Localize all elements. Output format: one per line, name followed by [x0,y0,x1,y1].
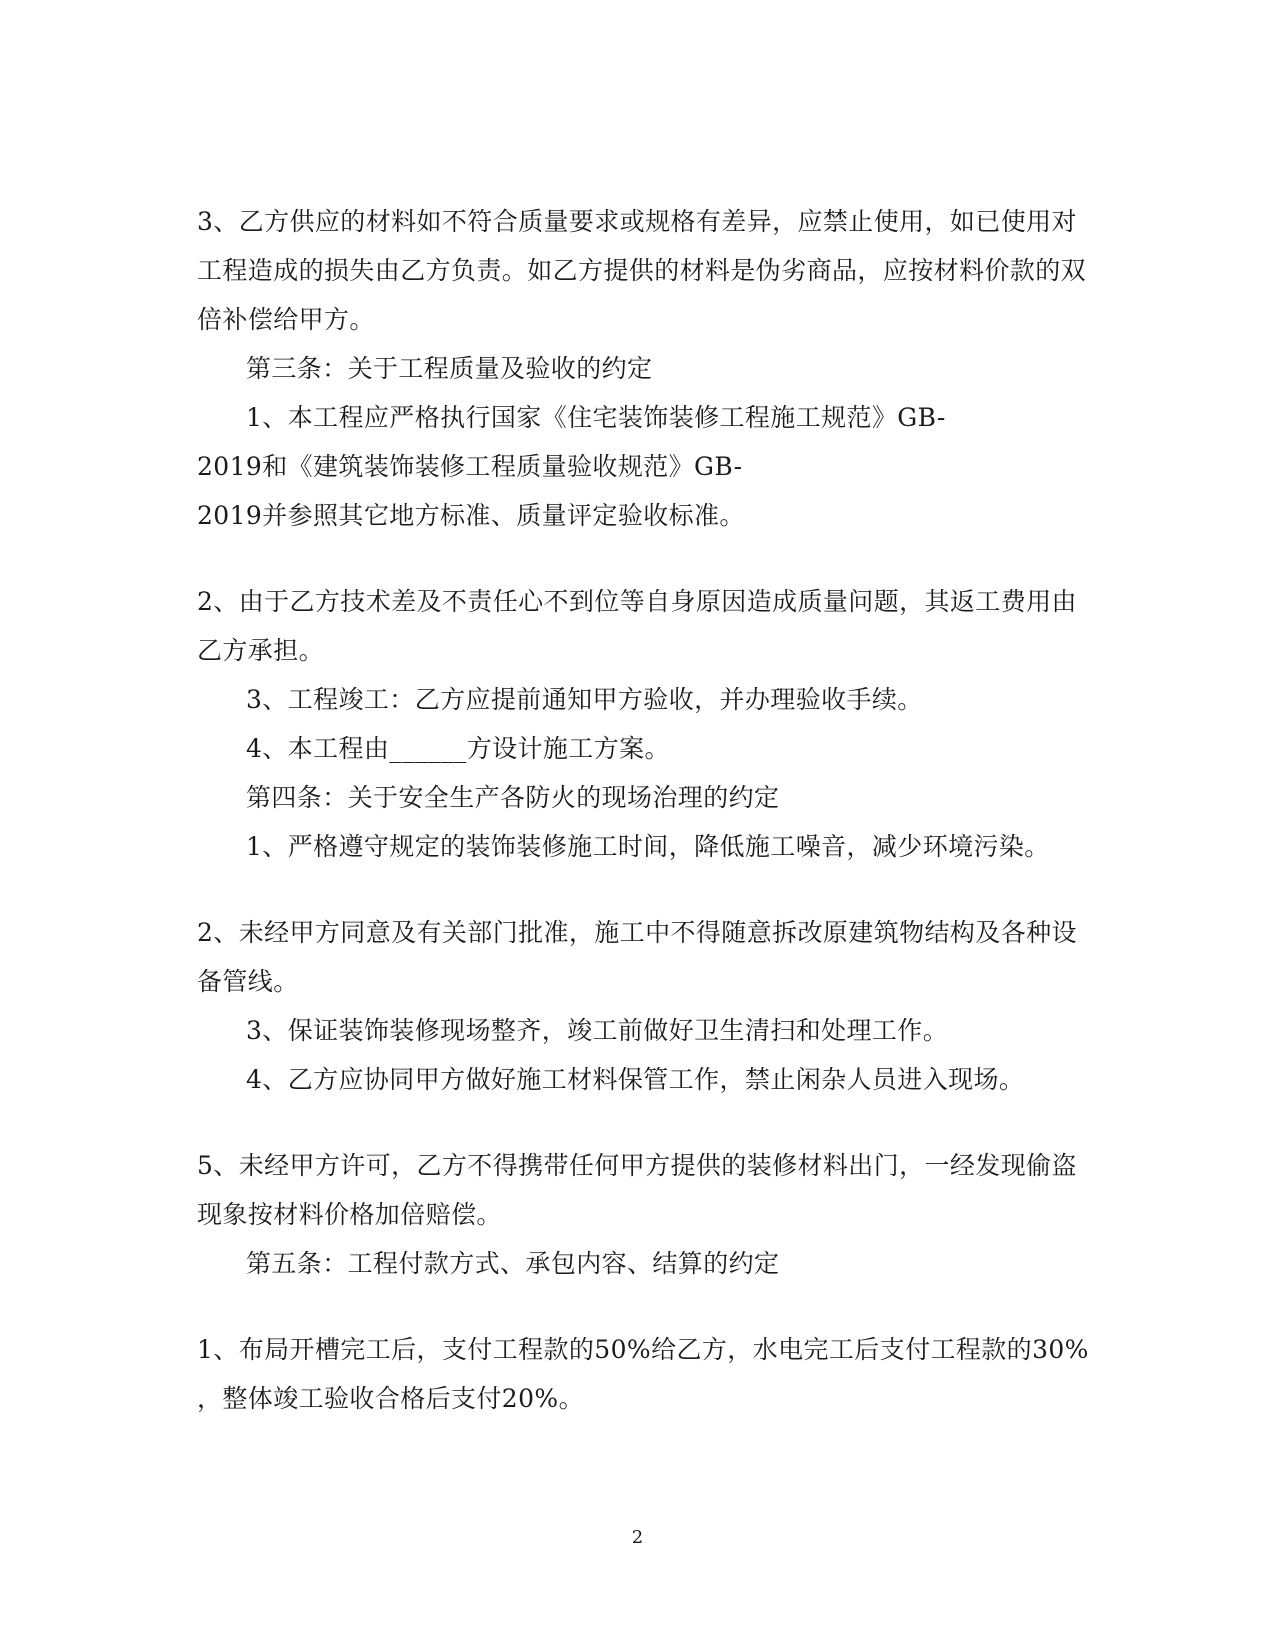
text-line: 工程造成的损失由乙方负责。如乙方提供的材料是伪劣商品，应按材料价款的双 [197,256,1087,285]
text-line: 4、乙方应协同甲方做好施工材料保管工作，禁止闲杂人员进入现场。 [246,1065,1025,1094]
text-line: 备管线。 [197,967,299,996]
page-number: 2 [631,1527,644,1548]
text-line: 2019并参照其它地方标准、质量评定验收标准。 [197,501,745,530]
section-heading: 第五条：工程付款方式、承包内容、结算的约定 [246,1249,780,1278]
text-line: 2、由于乙方技术差及不责任心不到位等自身原因造成质量问题，其返工费用由 [197,587,1077,616]
section-heading: 第四条：关于安全生产各防火的现场治理的约定 [246,783,780,812]
section-heading: 第三条：关于工程质量及验收的约定 [246,354,653,383]
text-line: 1、布局开槽完工后，支付工程款的50%给乙方，水电完工后支付工程款的30% [197,1335,1089,1364]
text-line: 乙方承担。 [197,636,325,665]
text-line: 1、本工程应严格执行国家《住宅装饰装修工程施工规范》GB- [246,403,946,432]
text-line: 现象按材料价格加倍赔偿。 [197,1200,502,1229]
text-line: 3、工程竣工：乙方应提前通知甲方验收，并办理验收手续。 [246,685,923,714]
text-line: 3、乙方供应的材料如不符合质量要求或规格有差异，应禁止使用，如已使用对 [197,207,1077,236]
text-line: ，整体竣工验收合格后支付20%。 [197,1384,584,1413]
text-line: 倍补偿给甲方。 [197,305,375,334]
text-line: 1、严格遵守规定的装饰装修施工时间，降低施工噪音，减少环境污染。 [246,832,1050,861]
text-line: 3、保证装饰装修现场整齐，竣工前做好卫生清扫和处理工作。 [246,1016,949,1045]
text-line: 5、未经甲方许可，乙方不得携带任何甲方提供的装修材料出门，一经发现偷盗 [197,1151,1077,1180]
text-line: 4、本工程由______方设计施工方案。 [246,734,670,763]
text-line: 2、未经甲方同意及有关部门批准，施工中不得随意拆改原建筑物结构及各种设 [197,918,1077,947]
text-line: 2019和《建筑装饰装修工程质量验收规范》GB- [197,452,743,481]
